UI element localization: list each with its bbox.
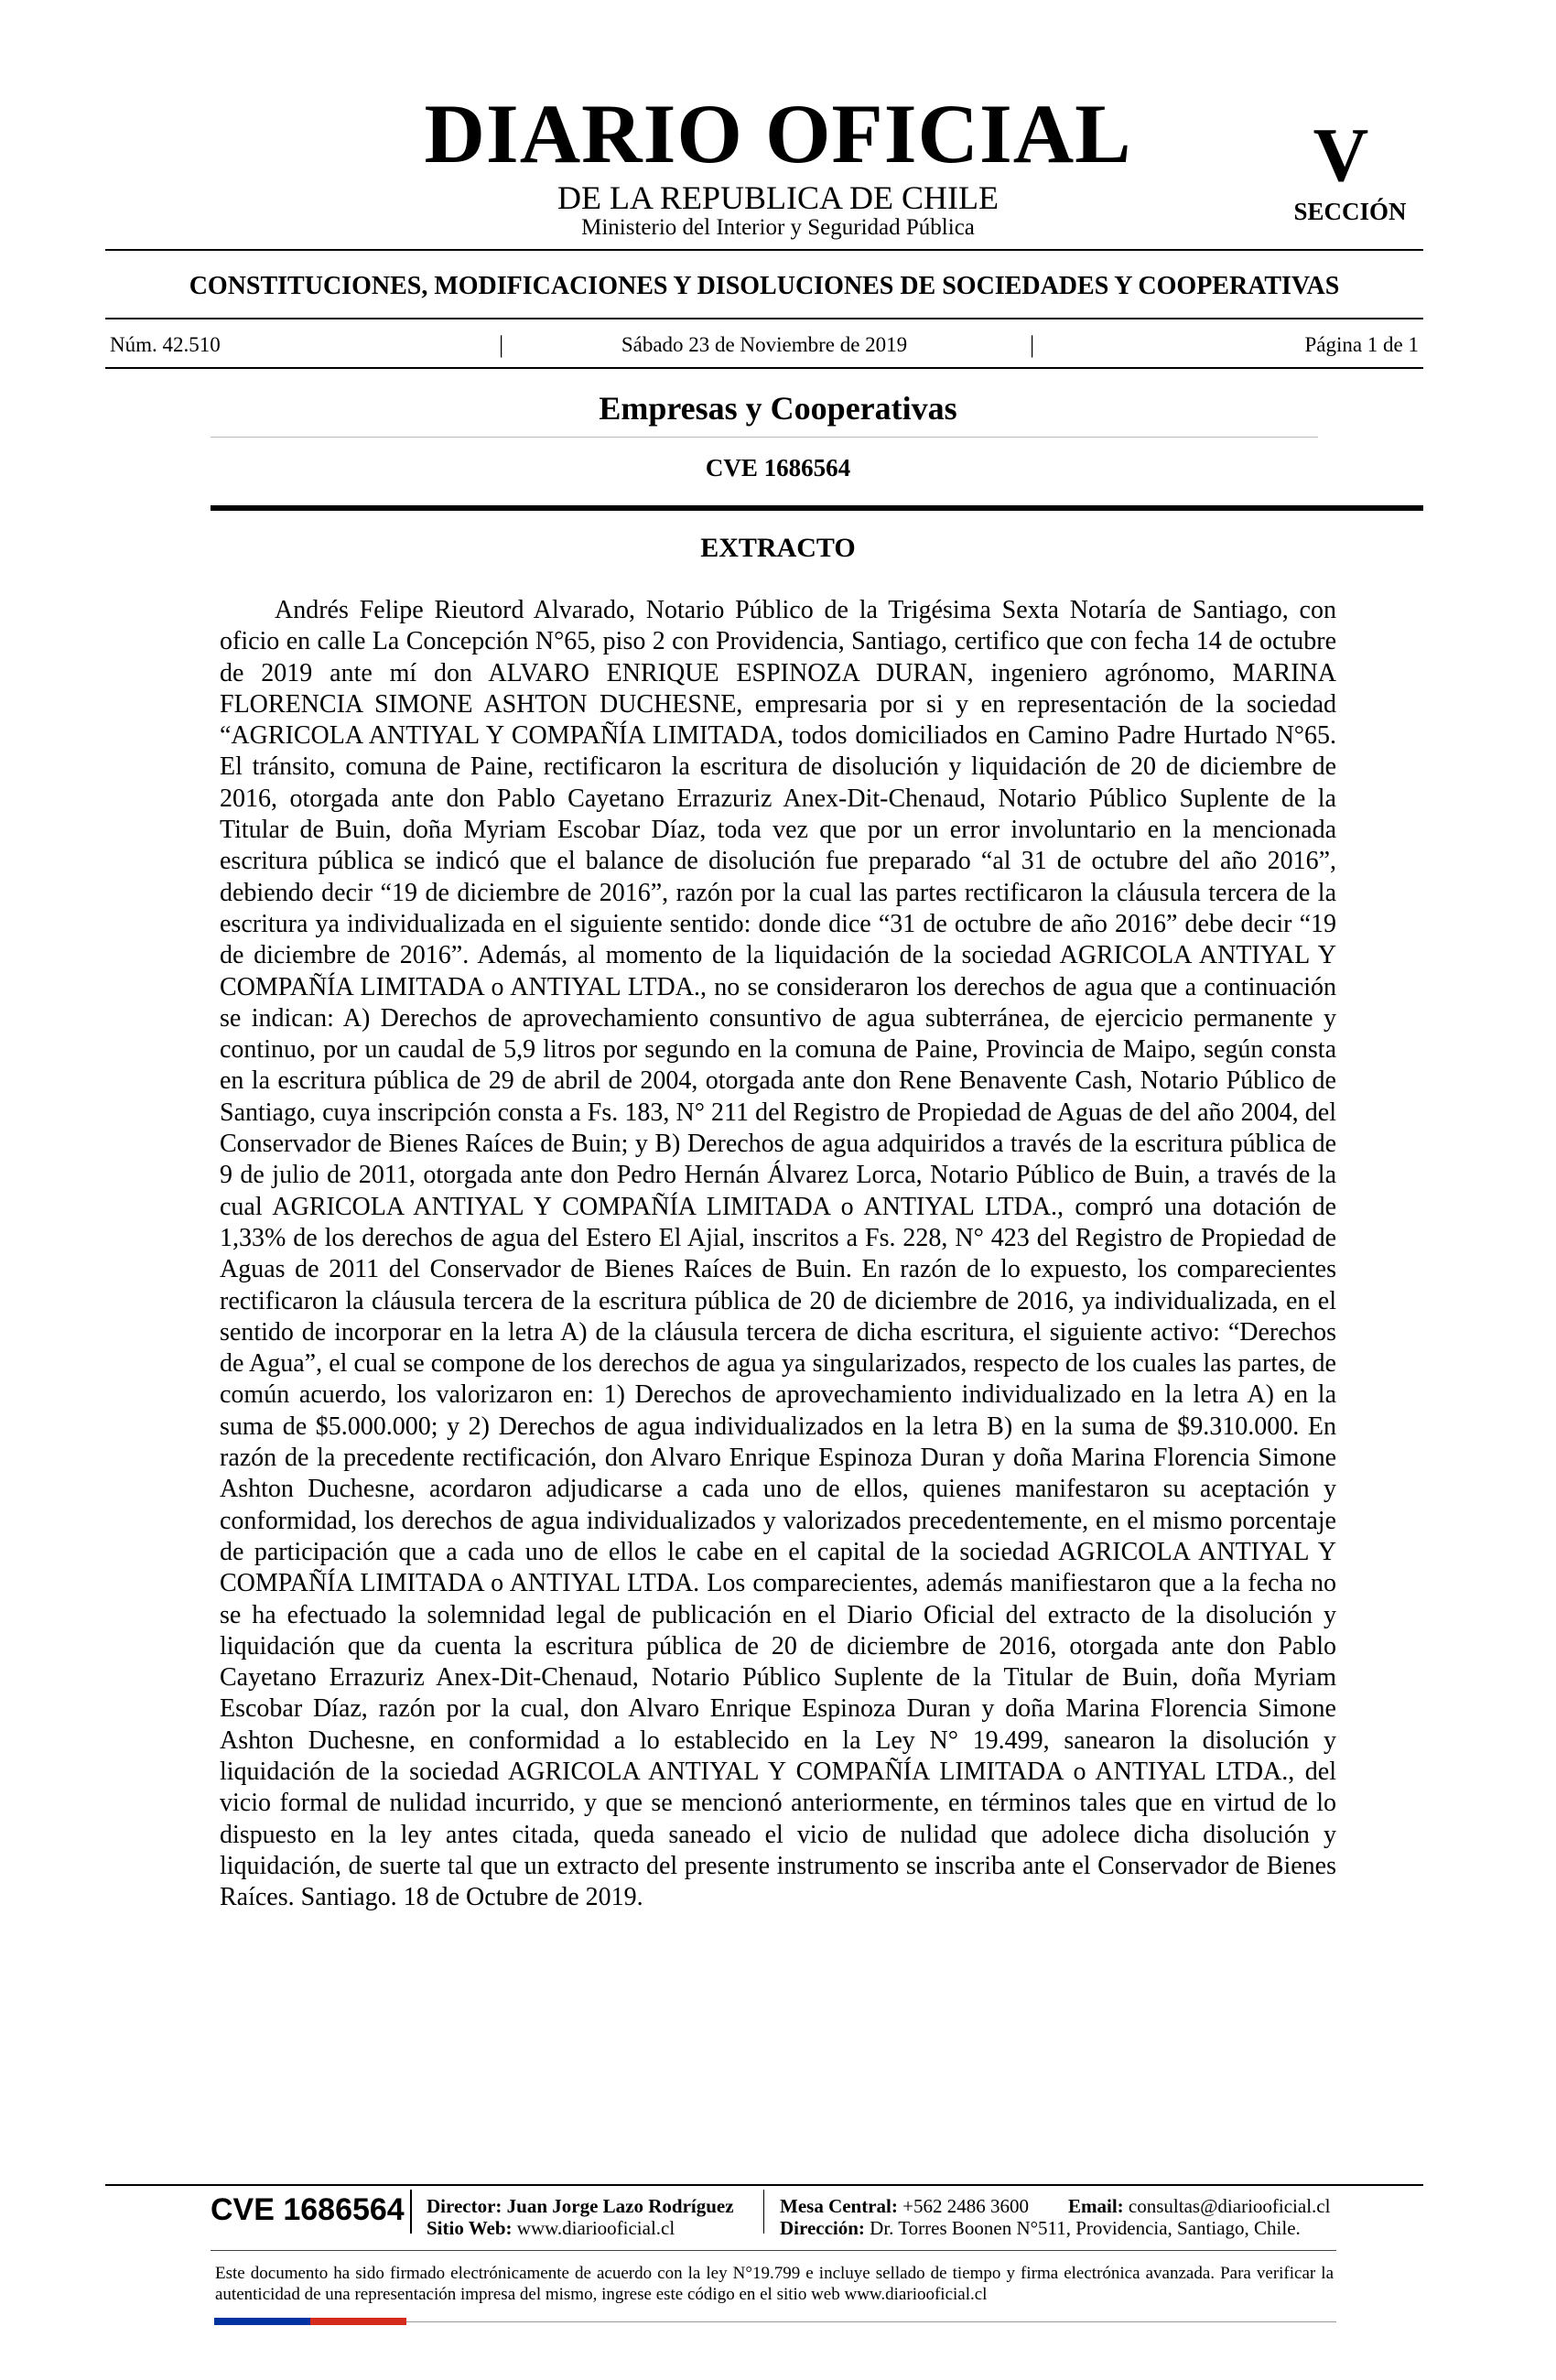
divider — [406, 2321, 1336, 2322]
chile-flag-stripe — [214, 2318, 406, 2325]
section-category: CONSTITUCIONES, MODIFICACIONES Y DISOLUCIONES DE SOCIEDADES Y COOPERATIVAS — [189, 272, 1340, 300]
footer-email-block — [1068, 2195, 1330, 2217]
email-link[interactable]: consultas@diariooficial.cl — [1128, 2195, 1331, 2217]
phone-number: +562 2486 3600 — [902, 2195, 1029, 2217]
separator: | — [499, 331, 504, 358]
email-label: Email: — [1068, 2195, 1124, 2217]
divider — [410, 2190, 412, 2234]
document-category: Empresas y Cooperativas — [599, 390, 957, 427]
document-cve-code: CVE 1686564 — [705, 454, 851, 481]
divider — [105, 367, 1423, 369]
footer-director-block — [427, 2195, 734, 2239]
electronic-signature-notice: Este documento ha sido firmado electrónicamente de acuerdo con la ley N°19.799 e incluye sellado de tiempo y firma electrónica avanzada. Para verificar la autenticidad de una representación impresa del mismo, ingrese este código en el sitio web www.diariooficial.cl — [215, 2264, 1334, 2304]
director-label: Director: — [427, 2195, 502, 2217]
section-label: SECCIÓN — [1293, 198, 1407, 225]
newspaper-subtitle: DE LA REPUBLICA DE CHILE — [557, 179, 999, 216]
address-label: Dirección: — [780, 2217, 865, 2239]
issue-info-bar — [110, 333, 1419, 362]
divider — [105, 318, 1423, 319]
divider — [211, 505, 1423, 511]
divider — [105, 2184, 1423, 2186]
document-title: EXTRACTO — [700, 533, 856, 563]
section-letter: V — [1313, 113, 1369, 198]
issue-number: Núm. 42.510 — [110, 333, 221, 356]
divider — [763, 2190, 764, 2234]
newspaper-title: DIARIO OFICIAL — [424, 87, 1132, 180]
director-name: Juan Jorge Lazo Rodríguez — [506, 2195, 734, 2217]
document-body: Andrés Felipe Rieutord Alvarado, Notario Público de la Trigésima Sexta Notaría de Santiago, con oficio en calle La Concepción N°65, piso 2 con Providencia, Santiago, certifico que con fecha 14 de octubre de 2019 ante mí don ALVARO ENRIQUE ESPINOZA DURAN, ingeniero agrónomo, MARINA FLORENCIA SIMONE ASHTON DUCHESNE, empresaria por si y en representación de la sociedad “AGRICOLA ANTIYAL Y COMPAÑÍA LIMITADA, todos domiciliados en Camino Padre Hurtado N°65. El tránsito, comuna de Paine, rectificaron la escritura de disolución y liquidación de 20 de diciembre de 2016, otorgada ante don Pablo Cayetano Errazuriz Anex-Dit-Chenaud, Notario Público Suplente de la Titular de Buin, doña Myriam Escobar Díaz, toda vez que por un error involuntario en la mencionada escritura pública se indicó que el balance de disolución fue preparado “al 31 de octubre del año 2016”, debiendo decir “19 de diciembre de 2016”, razón por la cual las partes rectificaron la cláusula tercera de la escritura ya individualizada en el siguiente sentido: donde dice “31 de octubre de año 2016” debe decir “19 de diciembre de 2016”. Además, al momento de la liquidación de la sociedad AGRICOLA ANTIYAL Y COMPAÑÍA LIMITADA o ANTIYAL LTDA., no se consideraron los derechos de agua que a continuación se indican: A) Derechos de aprovechamiento consuntivo de agua subterránea, de ejercicio permanente y continuo, por un caudal de 5,9 litros por segundo en la comuna de Paine, Provincia de Maipo, según consta en la escritura pública de 29 de abril de 2004, otorgada ante don Rene Benavente Cash, Notario Público de Santiago, cuya inscripción consta a Fs. 183, N° 211 del Registro de Propiedad de Aguas de del año 2004, del Conservador de Bienes Raíces de Buin; y B) Derechos de agua adquiridos a través de la escritura pública de 9 de julio de 2011, otorgada ante don Pedro Hernán Álvarez Lorca, Notario Público de Buin, a través de la cual AGRICOLA ANTIYAL Y COMPAÑÍA LIMITADA o ANTIYAL LTDA., compró una dotación de 1,33% de los derechos de agua del Estero El Ajial, inscritos a Fs. 228, N° 423 del Registro de Propiedad de Aguas de 2011 del Conservador de Bienes Raíces de Buin. En razón de lo expuesto, los comparecientes rectificaron la cláusula tercera de la escritura pública de 20 de diciembre de 2016, ya individualizada, en el sentido de incorporar en la letra A) de la cláusula tercera de dicha escritura, el siguiente activo: “Derechos de Agua”, el cual se compone de los derechos de agua ya singularizados, respecto de los cuales las partes, de común acuerdo, los valorizaron en: 1) Derechos de aprovechamiento individualizado en la letra A) en la suma de $5.000.000; y 2) Derechos de agua individualizados en la letra B) en la suma de $9.310.000. En razón de la precedente rectificación, don Alvaro Enrique Espinoza Duran y doña Marina Florencia Simone Ashton Duchesne, acordaron adjudicarse a cada uno de ellos, quienes manifestaron su aceptación y conformidad, los derechos de agua individualizados y valorizados precedentemente, en el mismo porcentaje de participación que a cada uno de ellos le cabe en el capital de la sociedad AGRICOLA ANTIYAL Y COMPAÑÍA LIMITADA o ANTIYAL LTDA. Los comparecientes, además manifiestaron que a la fecha no se ha efectuado la solemnidad legal de publicación en el Diario Oficial del extracto de la disolución y liquidación que da cuenta la escritura pública de 20 de diciembre de 2016, otorgada ante don Pablo Cayetano Errazuriz Anex-Dit-Chenaud, Notario Público Suplente de la Titular de Buin, doña Myriam Escobar Díaz, razón por la cual, don Alvaro Enrique Espinoza Duran y doña Marina Florencia Simone Ashton Duchesne, en conformidad a lo establecido en la Ley N° 19.499, sanearon la disolución y liquidación de la sociedad AGRICOLA ANTIYAL Y COMPAÑÍA LIMITADA o ANTIYAL LTDA., del vicio formal de nulidad incurrido, y que se mencionó anteriormente, en términos tales que en virtud de lo dispuesto en la ley antes citada, queda saneado el vicio de nulidad que adolece dicha disolución y liquidación, de suerte tal que un extracto del presente instrumento se inscriba ante el Conservador de Bienes Raíces. Santiago. 18 de Octubre de 2019. — [220, 596, 1336, 1912]
website-label: Sitio Web: — [427, 2217, 513, 2239]
divider — [105, 249, 1423, 251]
ministry-label: Ministerio del Interior y Seguridad Pública — [581, 215, 975, 240]
footer-cve-code: CVE 1686564 — [211, 2192, 405, 2227]
phone-label: Mesa Central: — [780, 2195, 898, 2217]
address-value: Dr. Torres Boonen N°511, Providencia, Santiago, Chile. — [870, 2217, 1301, 2239]
divider — [211, 2250, 1336, 2251]
page-indicator: Página 1 de 1 — [1304, 333, 1419, 356]
divider — [211, 437, 1318, 438]
separator: | — [1030, 331, 1035, 358]
issue-date: Sábado 23 de Noviembre de 2019 — [621, 333, 908, 356]
flag-red-bar — [310, 2318, 406, 2325]
website-link[interactable]: www.diariooficial.cl — [516, 2217, 675, 2239]
flag-blue-bar — [214, 2318, 310, 2325]
